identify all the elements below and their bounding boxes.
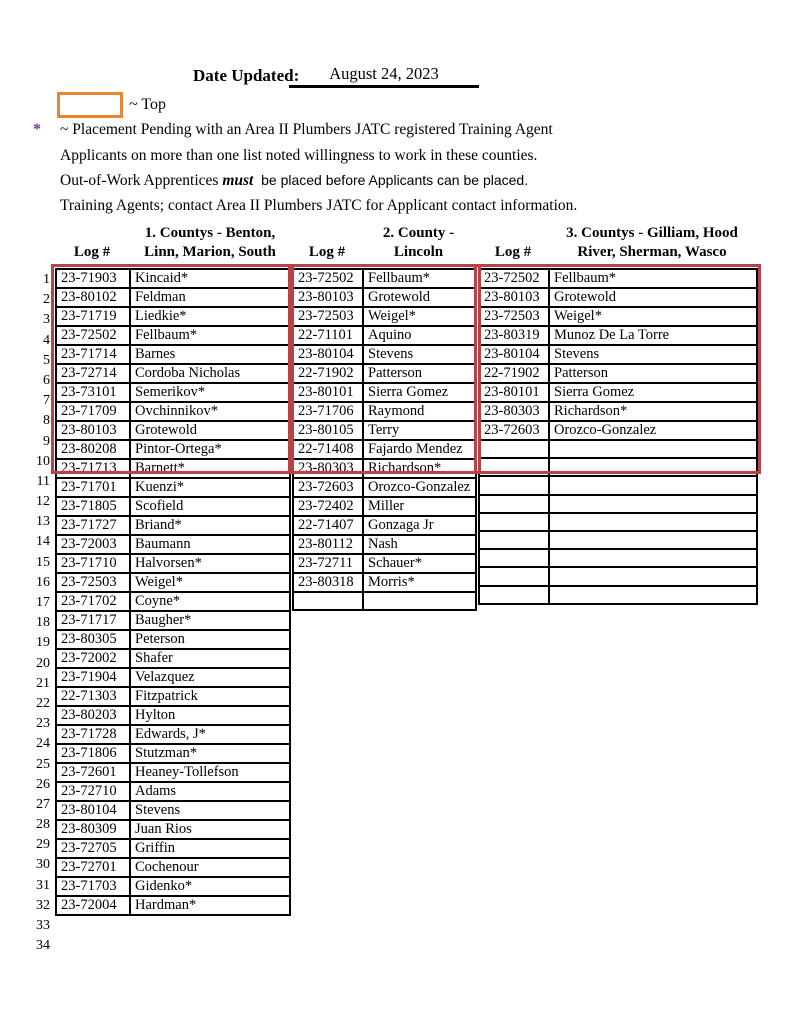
- log-number-cell: 23-80208: [56, 440, 130, 459]
- table-row: [479, 364, 757, 383]
- row-number: 3: [43, 312, 50, 328]
- table-row: [56, 877, 290, 896]
- table-row: [56, 687, 290, 706]
- applicant-name-cell: Richardson*: [363, 459, 476, 478]
- log-number-cell: 23-80102: [56, 288, 130, 307]
- table-row: [56, 421, 290, 440]
- log-number-cell: 23-72003: [56, 535, 130, 554]
- county-list-1-title-line2: Linn, Marion, South: [144, 243, 276, 260]
- row-number: 13: [36, 514, 50, 530]
- log-number-cell: 23-72603: [479, 421, 549, 440]
- table-row: [479, 495, 757, 513]
- table-row: [56, 497, 290, 516]
- row-number: 32: [36, 897, 50, 913]
- county-list-2-title-line1: 2. County -: [382, 225, 455, 241]
- log-number-cell: 22-71101: [293, 326, 363, 345]
- table-row: [56, 288, 290, 307]
- log-number-cell: 23-71806: [56, 744, 130, 763]
- table-row: [293, 554, 476, 573]
- log-number-cell: 23-80318: [293, 573, 363, 592]
- log-number-cell: [479, 513, 549, 531]
- log-number-cell: 22-71902: [293, 364, 363, 383]
- note-apprentices-suffix: be placed before Applicants can be placed.: [253, 172, 529, 188]
- row-number: 33: [36, 918, 50, 933]
- table-row: [56, 668, 290, 687]
- log-number-cell: 23-71727: [56, 516, 130, 535]
- applicant-name-cell: Miller: [363, 497, 476, 516]
- applicant-name-cell: [549, 440, 757, 458]
- row-number: 9: [43, 433, 50, 449]
- table-row: [479, 307, 757, 326]
- table-row: [293, 573, 476, 592]
- row-number: 30: [36, 857, 50, 873]
- log-number-cell: 22-71407: [293, 516, 363, 535]
- table-row: [479, 288, 757, 307]
- table-row: [56, 649, 290, 668]
- row-number: 5: [43, 352, 50, 368]
- table-row: [293, 497, 476, 516]
- log-number-cell: 23-80203: [56, 706, 130, 725]
- note-apprentices-priority: [60, 172, 528, 190]
- log-number-cell: 22-71902: [479, 364, 549, 383]
- log-number-header-1: Log #: [73, 244, 111, 260]
- applicant-name-cell: [549, 567, 757, 585]
- applicant-name-cell: [363, 592, 476, 610]
- table-row: [56, 820, 290, 839]
- row-number: 34: [36, 938, 50, 954]
- row-number: 8: [43, 413, 50, 429]
- table-row: [479, 549, 757, 567]
- applicant-name-cell: Sierra Gomez: [549, 383, 757, 402]
- table-row: [479, 345, 757, 364]
- asterisk-footnote-marker: *: [33, 121, 41, 138]
- table-row: [293, 459, 476, 478]
- table-row: [293, 288, 476, 307]
- applicant-name-cell: [549, 549, 757, 567]
- table-row: [56, 307, 290, 326]
- log-number-cell: 23-71728: [56, 725, 130, 744]
- note-training-agents: Training Agents; contact Area II Plumbers JATC for Applicant contact information.: [60, 197, 578, 214]
- applicant-name-cell: Stevens: [363, 345, 476, 364]
- applicant-name-cell: Fajardo Mendez: [363, 440, 476, 459]
- applicant-name-cell: Morris*: [363, 573, 476, 592]
- applicant-name-cell: Patterson: [363, 364, 476, 383]
- table-row: [479, 440, 757, 458]
- log-number-cell: 23-71706: [293, 402, 363, 421]
- applicant-name-cell: Coyne*: [130, 592, 290, 611]
- log-number-cell: 23-72714: [56, 364, 130, 383]
- table-row: [479, 531, 757, 549]
- applicant-name-cell: Baumann: [130, 535, 290, 554]
- applicant-name-cell: [549, 531, 757, 549]
- applicant-name-cell: Kincaid*: [130, 269, 290, 288]
- log-number-cell: 23-72502: [479, 269, 549, 288]
- table-row: [479, 586, 757, 604]
- county-list-2-title-line2: Lincoln: [393, 243, 444, 260]
- log-number-cell: [479, 531, 549, 549]
- row-number: 28: [36, 817, 50, 833]
- note-applicants-lists: Applicants on more than one list noted willingness to work in these counties.: [60, 147, 538, 164]
- table-row: [479, 383, 757, 402]
- applicant-name-cell: [549, 513, 757, 531]
- applicant-name-cell: Scofield: [130, 497, 290, 516]
- table-row: [293, 478, 476, 497]
- applicant-name-cell: Grotewold: [130, 421, 290, 440]
- table-row: [56, 516, 290, 535]
- applicant-name-cell: Edwards, J*: [130, 725, 290, 744]
- table-row: [479, 567, 757, 585]
- county-list-3-title-line2: River, Sherman, Wasco: [577, 243, 727, 260]
- applicant-name-cell: Ovchinnikov*: [130, 402, 290, 421]
- table-row: [479, 402, 757, 421]
- table-row: [56, 554, 290, 573]
- applicant-name-cell: Terry: [363, 421, 476, 440]
- table-row: [56, 269, 290, 288]
- table-row: [56, 402, 290, 421]
- row-number: 25: [36, 756, 50, 772]
- table-row: [56, 383, 290, 402]
- applicant-name-cell: Cochenour: [130, 858, 290, 877]
- row-number: 31: [36, 877, 50, 893]
- table-row: [56, 725, 290, 744]
- row-number: 20: [36, 655, 50, 671]
- table-row: [56, 801, 290, 820]
- log-number-cell: 23-72603: [293, 478, 363, 497]
- row-number: 2: [43, 292, 50, 308]
- row-number: 29: [36, 837, 50, 853]
- log-number-cell: 23-80101: [479, 383, 549, 402]
- log-number-cell: [479, 586, 549, 604]
- applicant-name-cell: Barnes: [130, 345, 290, 364]
- row-number: 24: [36, 736, 50, 752]
- applicant-name-cell: Pintor-Ortega*: [130, 440, 290, 459]
- table-row: [56, 592, 290, 611]
- applicant-name-cell: Grotewold: [549, 288, 757, 307]
- log-number-cell: [479, 567, 549, 585]
- table-row: [56, 839, 290, 858]
- applicant-name-cell: Hardman*: [130, 896, 290, 915]
- row-number: 18: [36, 615, 50, 631]
- applicant-name-cell: Raymond: [363, 402, 476, 421]
- applicant-name-cell: Munoz De La Torre: [549, 326, 757, 345]
- log-number-cell: 23-72601: [56, 763, 130, 782]
- table-row: [56, 440, 290, 459]
- table-row: [293, 269, 476, 288]
- log-number-cell: 23-72402: [293, 497, 363, 516]
- county-list-1-title-line1: 1. Countys - Benton,: [144, 225, 276, 241]
- table-row: [293, 326, 476, 345]
- table-row: [479, 458, 757, 476]
- table-row: [56, 459, 290, 478]
- applicant-name-cell: Briand*: [130, 516, 290, 535]
- table-gilliam-hoodriver-sherman-wasco: [478, 268, 758, 605]
- table-row: [293, 307, 476, 326]
- applicant-name-cell: Richardson*: [549, 402, 757, 421]
- table-row: [56, 744, 290, 763]
- table-row: [56, 611, 290, 630]
- row-number: 23: [36, 716, 50, 732]
- log-number-cell: 23-80104: [479, 345, 549, 364]
- applicant-name-cell: Shafer: [130, 649, 290, 668]
- applicant-name-cell: Orozco-Gonzalez: [363, 478, 476, 497]
- applicant-name-cell: [549, 586, 757, 604]
- log-number-cell: 23-71904: [56, 668, 130, 687]
- applicant-name-cell: [549, 495, 757, 513]
- table-row: [293, 592, 476, 610]
- log-number-cell: 23-80319: [479, 326, 549, 345]
- applicant-name-cell: Weigel*: [130, 573, 290, 592]
- applicant-name-cell: Nash: [363, 535, 476, 554]
- row-number: 6: [43, 372, 50, 388]
- table-row: [479, 269, 757, 288]
- applicant-name-cell: Schauer*: [363, 554, 476, 573]
- log-number-cell: 23-71719: [56, 307, 130, 326]
- log-number-cell: 23-71805: [56, 497, 130, 516]
- log-number-cell: 23-72710: [56, 782, 130, 801]
- top-link-box[interactable]: [57, 92, 123, 118]
- row-number: 21: [36, 675, 50, 691]
- applicant-name-cell: Stevens: [549, 345, 757, 364]
- table-benton-linn-marion-south: [55, 268, 291, 916]
- log-number-cell: 23-80305: [56, 630, 130, 649]
- table-row: [293, 364, 476, 383]
- applicant-name-cell: Kuenzi*: [130, 478, 290, 497]
- applicant-name-cell: Weigel*: [363, 307, 476, 326]
- table-row: [56, 326, 290, 345]
- log-number-cell: [479, 458, 549, 476]
- applicant-name-cell: Sierra Gomez: [363, 383, 476, 402]
- table-row: [56, 896, 290, 915]
- table-row: [56, 706, 290, 725]
- applicant-name-cell: Juan Rios: [130, 820, 290, 839]
- log-number-cell: 23-73101: [56, 383, 130, 402]
- row-number: 4: [43, 332, 50, 348]
- date-updated-label: Date Updated:: [193, 66, 300, 85]
- top-link-label: ~ Top: [129, 96, 167, 113]
- applicant-name-cell: Baugher*: [130, 611, 290, 630]
- note-apprentices-emphasis: must: [222, 172, 254, 189]
- applicant-name-cell: Heaney-Tollefson: [130, 763, 290, 782]
- log-number-cell: 23-71702: [56, 592, 130, 611]
- log-number-cell: 23-71903: [56, 269, 130, 288]
- table-lincoln: [292, 268, 477, 611]
- table-row: [56, 782, 290, 801]
- log-number-cell: 23-71714: [56, 345, 130, 364]
- county-list-3-title-line1: 3. Countys - Gilliam, Hood: [566, 225, 738, 241]
- log-number-cell: 23-72503: [293, 307, 363, 326]
- table-row: [56, 858, 290, 877]
- log-number-cell: 23-71709: [56, 402, 130, 421]
- log-number-cell: [479, 495, 549, 513]
- log-number-cell: 23-72503: [56, 573, 130, 592]
- county-list-2-title: [362, 224, 475, 261]
- log-number-cell: 23-71713: [56, 459, 130, 478]
- log-number-cell: 23-72502: [56, 326, 130, 345]
- applicant-name-cell: Feldman: [130, 288, 290, 307]
- log-number-cell: 23-80104: [56, 801, 130, 820]
- row-number: 22: [36, 695, 50, 711]
- log-number-cell: 23-71701: [56, 478, 130, 497]
- row-number: 16: [36, 574, 50, 590]
- table-row: [479, 513, 757, 531]
- applicant-name-cell: [549, 458, 757, 476]
- log-number-header-2: Log #: [308, 244, 346, 260]
- applicant-name-cell: Fellbaum*: [549, 269, 757, 288]
- county-list-1-title: [129, 224, 291, 261]
- table-row: [293, 345, 476, 364]
- date-updated-value: August 24, 2023: [289, 64, 479, 88]
- applicant-name-cell: Barnett*: [130, 459, 290, 478]
- log-number-cell: 23-80101: [293, 383, 363, 402]
- log-number-cell: 23-80303: [293, 459, 363, 478]
- log-number-cell: 23-71703: [56, 877, 130, 896]
- log-number-cell: 23-80103: [56, 421, 130, 440]
- table-row: [293, 535, 476, 554]
- applicant-name-cell: Liedkie*: [130, 307, 290, 326]
- table-row: [293, 383, 476, 402]
- applicant-name-cell: Velazquez: [130, 668, 290, 687]
- row-number: 27: [36, 796, 50, 812]
- log-number-cell: 23-71717: [56, 611, 130, 630]
- row-number: 26: [36, 776, 50, 792]
- applicant-name-cell: Hylton: [130, 706, 290, 725]
- row-number: 1: [43, 272, 50, 287]
- row-number: 19: [36, 635, 50, 651]
- table-row: [479, 421, 757, 440]
- log-number-header-3: Log #: [494, 244, 532, 260]
- log-number-cell: 23-72705: [56, 839, 130, 858]
- log-number-cell: 23-80103: [293, 288, 363, 307]
- log-number-cell: 23-80112: [293, 535, 363, 554]
- applicant-name-cell: Patterson: [549, 364, 757, 383]
- applicant-name-cell: Gonzaga Jr: [363, 516, 476, 535]
- row-number: 15: [36, 554, 50, 570]
- table-row: [293, 421, 476, 440]
- note-apprentices-prefix: Out-of-Work Apprentices: [60, 172, 223, 189]
- applicant-name-cell: Aquino: [363, 326, 476, 345]
- log-number-cell: [479, 476, 549, 494]
- table-row: [56, 345, 290, 364]
- row-number: 11: [36, 473, 50, 489]
- log-number-cell: 23-71710: [56, 554, 130, 573]
- log-number-cell: 23-80103: [479, 288, 549, 307]
- applicant-name-cell: Peterson: [130, 630, 290, 649]
- applicant-name-cell: Griffin: [130, 839, 290, 858]
- applicant-name-cell: Fellbaum*: [130, 326, 290, 345]
- row-number: 7: [43, 393, 50, 409]
- row-number: 17: [36, 595, 50, 610]
- applicant-name-cell: Weigel*: [549, 307, 757, 326]
- log-number-cell: 23-72502: [293, 269, 363, 288]
- log-number-cell: 23-80105: [293, 421, 363, 440]
- log-number-cell: 23-72004: [56, 896, 130, 915]
- table-row: [56, 573, 290, 592]
- applicant-name-cell: Fellbaum*: [363, 269, 476, 288]
- applicant-name-cell: Fitzpatrick: [130, 687, 290, 706]
- table-row: [56, 535, 290, 554]
- table-row: [56, 364, 290, 383]
- log-number-cell: 23-72701: [56, 858, 130, 877]
- applicant-name-cell: Halvorsen*: [130, 554, 290, 573]
- log-number-cell: 22-71303: [56, 687, 130, 706]
- county-list-3-title: [548, 224, 756, 261]
- table-row: [479, 476, 757, 494]
- applicant-name-cell: Stutzman*: [130, 744, 290, 763]
- applicant-name-cell: Stevens: [130, 801, 290, 820]
- note-placement-pending: ~ Placement Pending with an Area II Plumbers JATC registered Training Agent: [60, 121, 553, 138]
- log-number-cell: 22-71408: [293, 440, 363, 459]
- applicant-name-cell: [549, 476, 757, 494]
- applicant-name-cell: Grotewold: [363, 288, 476, 307]
- table-row: [56, 763, 290, 782]
- table-row: [293, 402, 476, 421]
- log-number-cell: 23-72503: [479, 307, 549, 326]
- log-number-cell: 23-80309: [56, 820, 130, 839]
- row-number: 14: [36, 534, 50, 550]
- table-row: [293, 440, 476, 459]
- log-number-cell: [479, 440, 549, 458]
- log-number-cell: 23-80303: [479, 402, 549, 421]
- applicant-name-cell: Adams: [130, 782, 290, 801]
- applicant-name-cell: Cordoba Nicholas: [130, 364, 290, 383]
- log-number-cell: 23-80104: [293, 345, 363, 364]
- log-number-cell: [293, 592, 363, 610]
- table-row: [56, 478, 290, 497]
- row-number: 12: [36, 494, 50, 510]
- row-number: 10: [36, 453, 50, 469]
- table-row: [293, 516, 476, 535]
- applicant-name-cell: Orozco-Gonzalez: [549, 421, 757, 440]
- log-number-cell: 23-72002: [56, 649, 130, 668]
- applicant-name-cell: Semerikov*: [130, 383, 290, 402]
- log-number-cell: [479, 549, 549, 567]
- applicant-name-cell: Gidenko*: [130, 877, 290, 896]
- table-row: [479, 326, 757, 345]
- log-number-cell: 23-72711: [293, 554, 363, 573]
- row-number-column: [16, 270, 50, 956]
- table-row: [56, 630, 290, 649]
